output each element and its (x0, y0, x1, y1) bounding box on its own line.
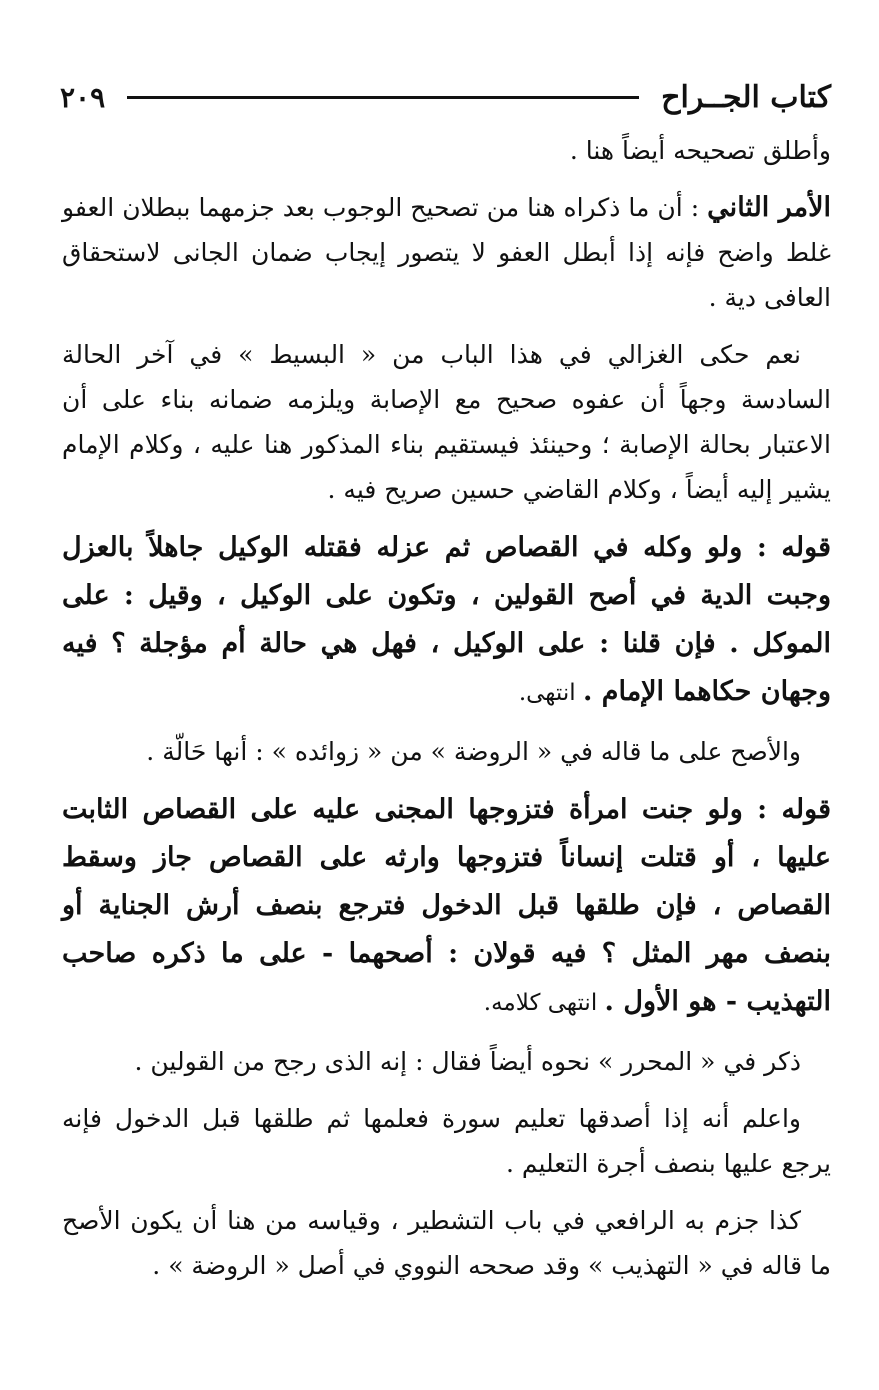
paragraph-text: قوله : ولو جنت امرأة فتزوجها المجنى عليه على القصاص الثابت عليها ، أو قتلت إنساناً فتزوجها وارثه على القصاص جاز وسقط القصاص ، فإن طلقها قبل الدخول فترجع بنصف أرش الجناية أو بنصف مهر المثل ؟ فيه قولان : أصحهما - على ما ذكره صاحب التهذيب - هو الأول . (62, 794, 831, 1017)
paragraph-rafii (62, 1198, 831, 1288)
book-title: كتاب الجــراح (661, 79, 831, 115)
quoted-text-marriage (62, 786, 831, 1027)
paragraph-muharrar (62, 1039, 831, 1084)
page-number: ٢٠٩ (60, 80, 106, 114)
paragraph-second-issue (62, 185, 831, 320)
paragraph-text: واعلم أنه إذا أصدقها تعليم سورة فعلمها ثم طلقها قبل الدخول فإنه يرجع عليها بنصف أجرة التعليم . (62, 1104, 831, 1178)
paragraph-text: كذا جزم به الرافعي في باب التشطير ، وقياسه من هنا أن يكون الأصح ما قاله في « التهذيب » وقد صححه النووي في أصل « الروضة » . (62, 1206, 831, 1280)
page-header (60, 72, 831, 122)
paragraph-text: وأطلق تصحيحه أيضاً هنا . (569, 136, 831, 165)
paragraph-text: قوله : ولو وكله في القصاص ثم عزله فقتله الوكيل جاهلاً بالعزل وجبت الدية في أصح القولين ، وتكون على الوكيل ، وقيل : على الموكل . فإن قلنا : على الوكيل ، فهل هي حالة أم مؤجلة ؟ فيه وجهان حكاهما الإمام . (62, 532, 831, 707)
paragraph-continuation (62, 128, 831, 173)
quoted-text-wakala (62, 524, 831, 717)
page-body (62, 128, 831, 1300)
header-rule (127, 96, 639, 99)
paragraph-lead: الأمر الثاني (707, 192, 832, 223)
paragraph-tail: انتهى كلامه. (483, 990, 605, 1016)
paragraph-talim (62, 1096, 831, 1186)
paragraph-text: والأصح على ما قاله في « الروضة » من « زوائده » : أنها حَالّة . (146, 737, 801, 766)
paragraph-rawda (62, 729, 831, 774)
paragraph-tail: انتهى. (518, 680, 583, 706)
paragraph-text: ذكر في « المحرر » نحوه أيضاً فقال : إنه الذى رجح من القولين . (134, 1047, 801, 1076)
paragraph-ghazali (62, 332, 831, 512)
paragraph-text: نعم حكى الغزالي في هذا الباب من « البسيط » في آخر الحالة السادسة وجهاً أن عفوه صحيح مع الإصابة ويلزمه ضمانه بناء على أن الاعتبار بحالة الإصابة ؛ وحينئذ فيستقيم بناء المذكور هنا عليه ، وكلام الإمام يشير إليه أيضاً ، وكلام القاضي حسين صريح فيه . (62, 340, 831, 504)
paragraph-text: : أن ما ذكراه هنا من تصحيح الوجوب بعد جزمهما ببطلان العفو غلط واضح فإنه إذا أبطل العفو لا يتصور إيجاب ضمان الجانى لاستحقاق العافى دية . (62, 193, 831, 312)
